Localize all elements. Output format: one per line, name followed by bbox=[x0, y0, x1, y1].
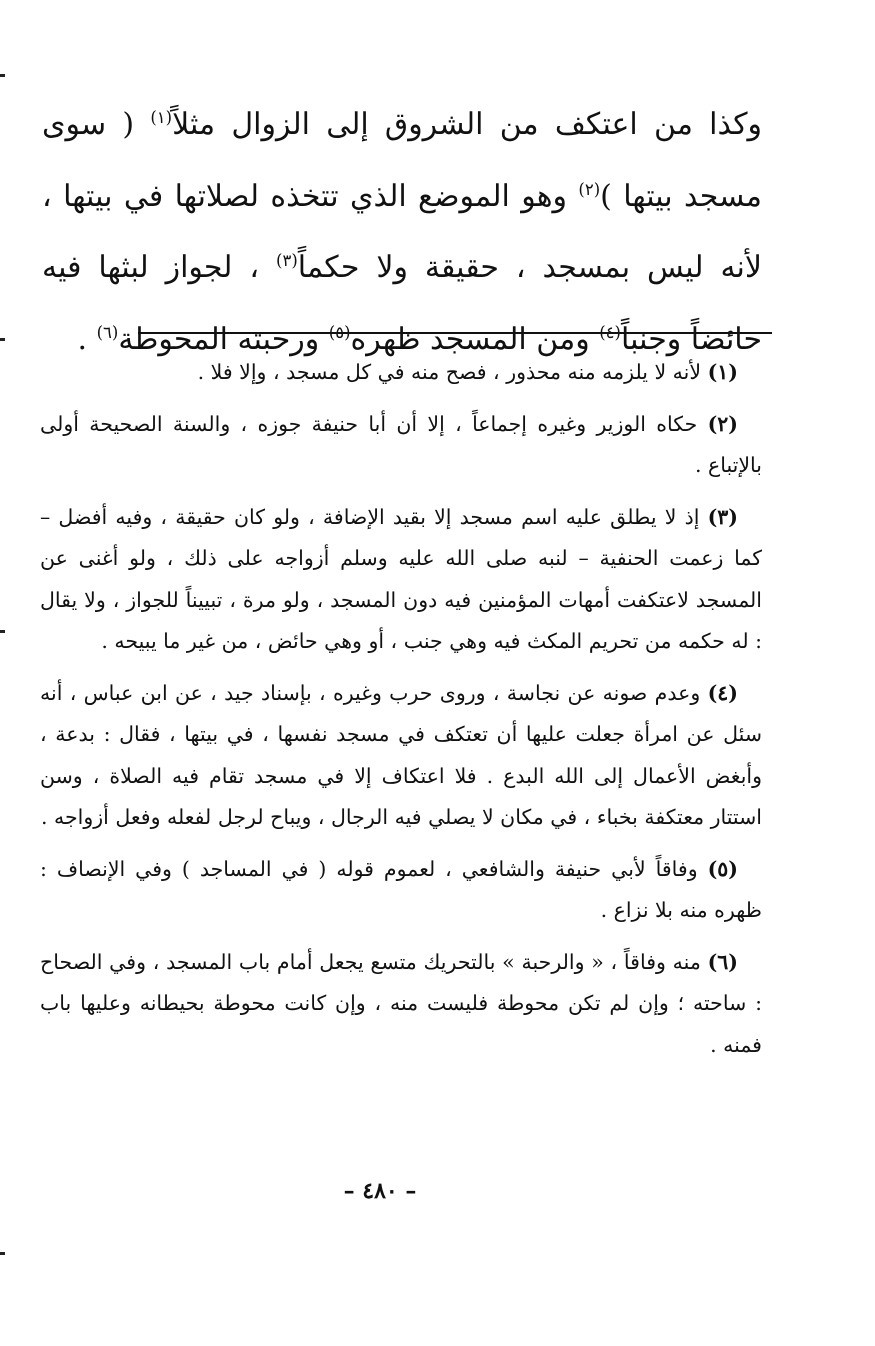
main-text-segment: ، لجواز لبثها فيه حائضاً وجنباً bbox=[42, 250, 762, 357]
footnote-text: حكاه الوزير وغيره إجماعاً ، إلا أن أبا حنيفة جوزه ، والسنة الصحيحة أولى بالإتباع . bbox=[40, 411, 762, 477]
main-text-segment: . bbox=[77, 321, 88, 357]
scan-edge-mark bbox=[0, 74, 5, 77]
main-text-segment: ورحبته المحوطة bbox=[118, 321, 320, 357]
footnote-ref: (٦) bbox=[96, 322, 119, 342]
footnote bbox=[40, 404, 762, 487]
scan-edge-mark bbox=[0, 338, 5, 341]
footnote-divider bbox=[138, 332, 772, 334]
main-paragraph bbox=[42, 86, 762, 372]
footnote-number: (٣) bbox=[707, 504, 738, 529]
footnote-text: وفاقاً لأبي حنيفة والشافعي ، لعموم قوله ( في المساجد ) وفي الإنصاف : ظهره منه بلا نزاع . bbox=[40, 856, 762, 922]
footnote-number: (٥) bbox=[707, 856, 738, 881]
footnote-ref: (٣) bbox=[276, 251, 298, 270]
footnote bbox=[40, 352, 762, 394]
footnotes bbox=[40, 352, 762, 1076]
main-text-segment: وكذا من اعتكف من الشروق إلى الزوال مثلاً bbox=[172, 107, 762, 142]
main-text-segment: وهو الموضع الذي تتخذه لصلاتها في بيتها ، لأنه ليس بمسجد ، حقيقة ولا حكماً bbox=[42, 178, 762, 285]
footnote-number: (١) bbox=[707, 360, 738, 384]
scan-edge-mark bbox=[0, 1252, 5, 1255]
footnote-ref: (٤) bbox=[599, 322, 621, 342]
footnote-text: لأنه لا يلزمه منه محذور ، فصح منه في كل مسجد ، وإلا فلا . bbox=[197, 360, 702, 384]
footnote bbox=[40, 673, 762, 839]
footnote-ref: (٥) bbox=[328, 322, 351, 342]
footnote-number: (٦) bbox=[707, 949, 738, 974]
footnote bbox=[40, 849, 762, 932]
main-text-segment: ومن المسجد ظهره bbox=[350, 321, 590, 357]
footnote bbox=[40, 942, 762, 1067]
footnote-text: منه وفاقاً ، « والرحبة » بالتحريك متسع يجعل أمام باب المسجد ، وفي الصحاح : ساحته ؛ وإن لم تكن محوطة فليست منه ، وإن كانت محوطة بحيطانه وعليها باب فمنه . bbox=[40, 949, 762, 1057]
main-text-segment: ( سوى مسجد بيتها ) bbox=[42, 107, 762, 214]
scan-edge-mark bbox=[0, 630, 5, 633]
page-number: – ٤٨٠ – bbox=[343, 1178, 417, 1204]
footnote bbox=[40, 497, 762, 663]
footnote-text: إذ لا يطلق عليه اسم مسجد إلا بقيد الإضافة ، ولو كان حقيقة ، وفيه أفضل – كما زعمت الحنفية – لنبه صلى الله عليه وسلم أزواجه على ذلك ، ولو أغنى عن المسجد لاعتكفت أمهات المؤمنين فيه دون المسجد ، ولو مرة ، تبييناً للجواز ، ولا يقال : له حكمه من تحريم المكث فيه وهي جنب ، أو وهي حائض ، من غير ما يبيحه . bbox=[40, 504, 762, 653]
footnote-text: وعدم صونه عن نجاسة ، وروى حرب وغيره ، بإسناد جيد ، عن ابن عباس ، أنه سئل عن امرأة جعلت عليها أن تعتكف في مسجد نفسها ، في بيتها ، فقال : بدعة ، وأبغض الأعمال إلى الله البدع . فلا اعتكاف إلا في مسجد تقام فيه الصلاة ، وسن استتار معتكفة بخباء ، في مكان لا يصلي فيه الرجال ، ويباح لرجل لفعله وفعل أزواجه . bbox=[40, 680, 762, 829]
footnote-ref: (١) bbox=[150, 108, 173, 127]
footnote-number: (٢) bbox=[707, 411, 738, 436]
main-text bbox=[42, 86, 762, 372]
footnote-number: (٤) bbox=[707, 680, 738, 705]
footnote-ref: (٢) bbox=[578, 179, 601, 199]
